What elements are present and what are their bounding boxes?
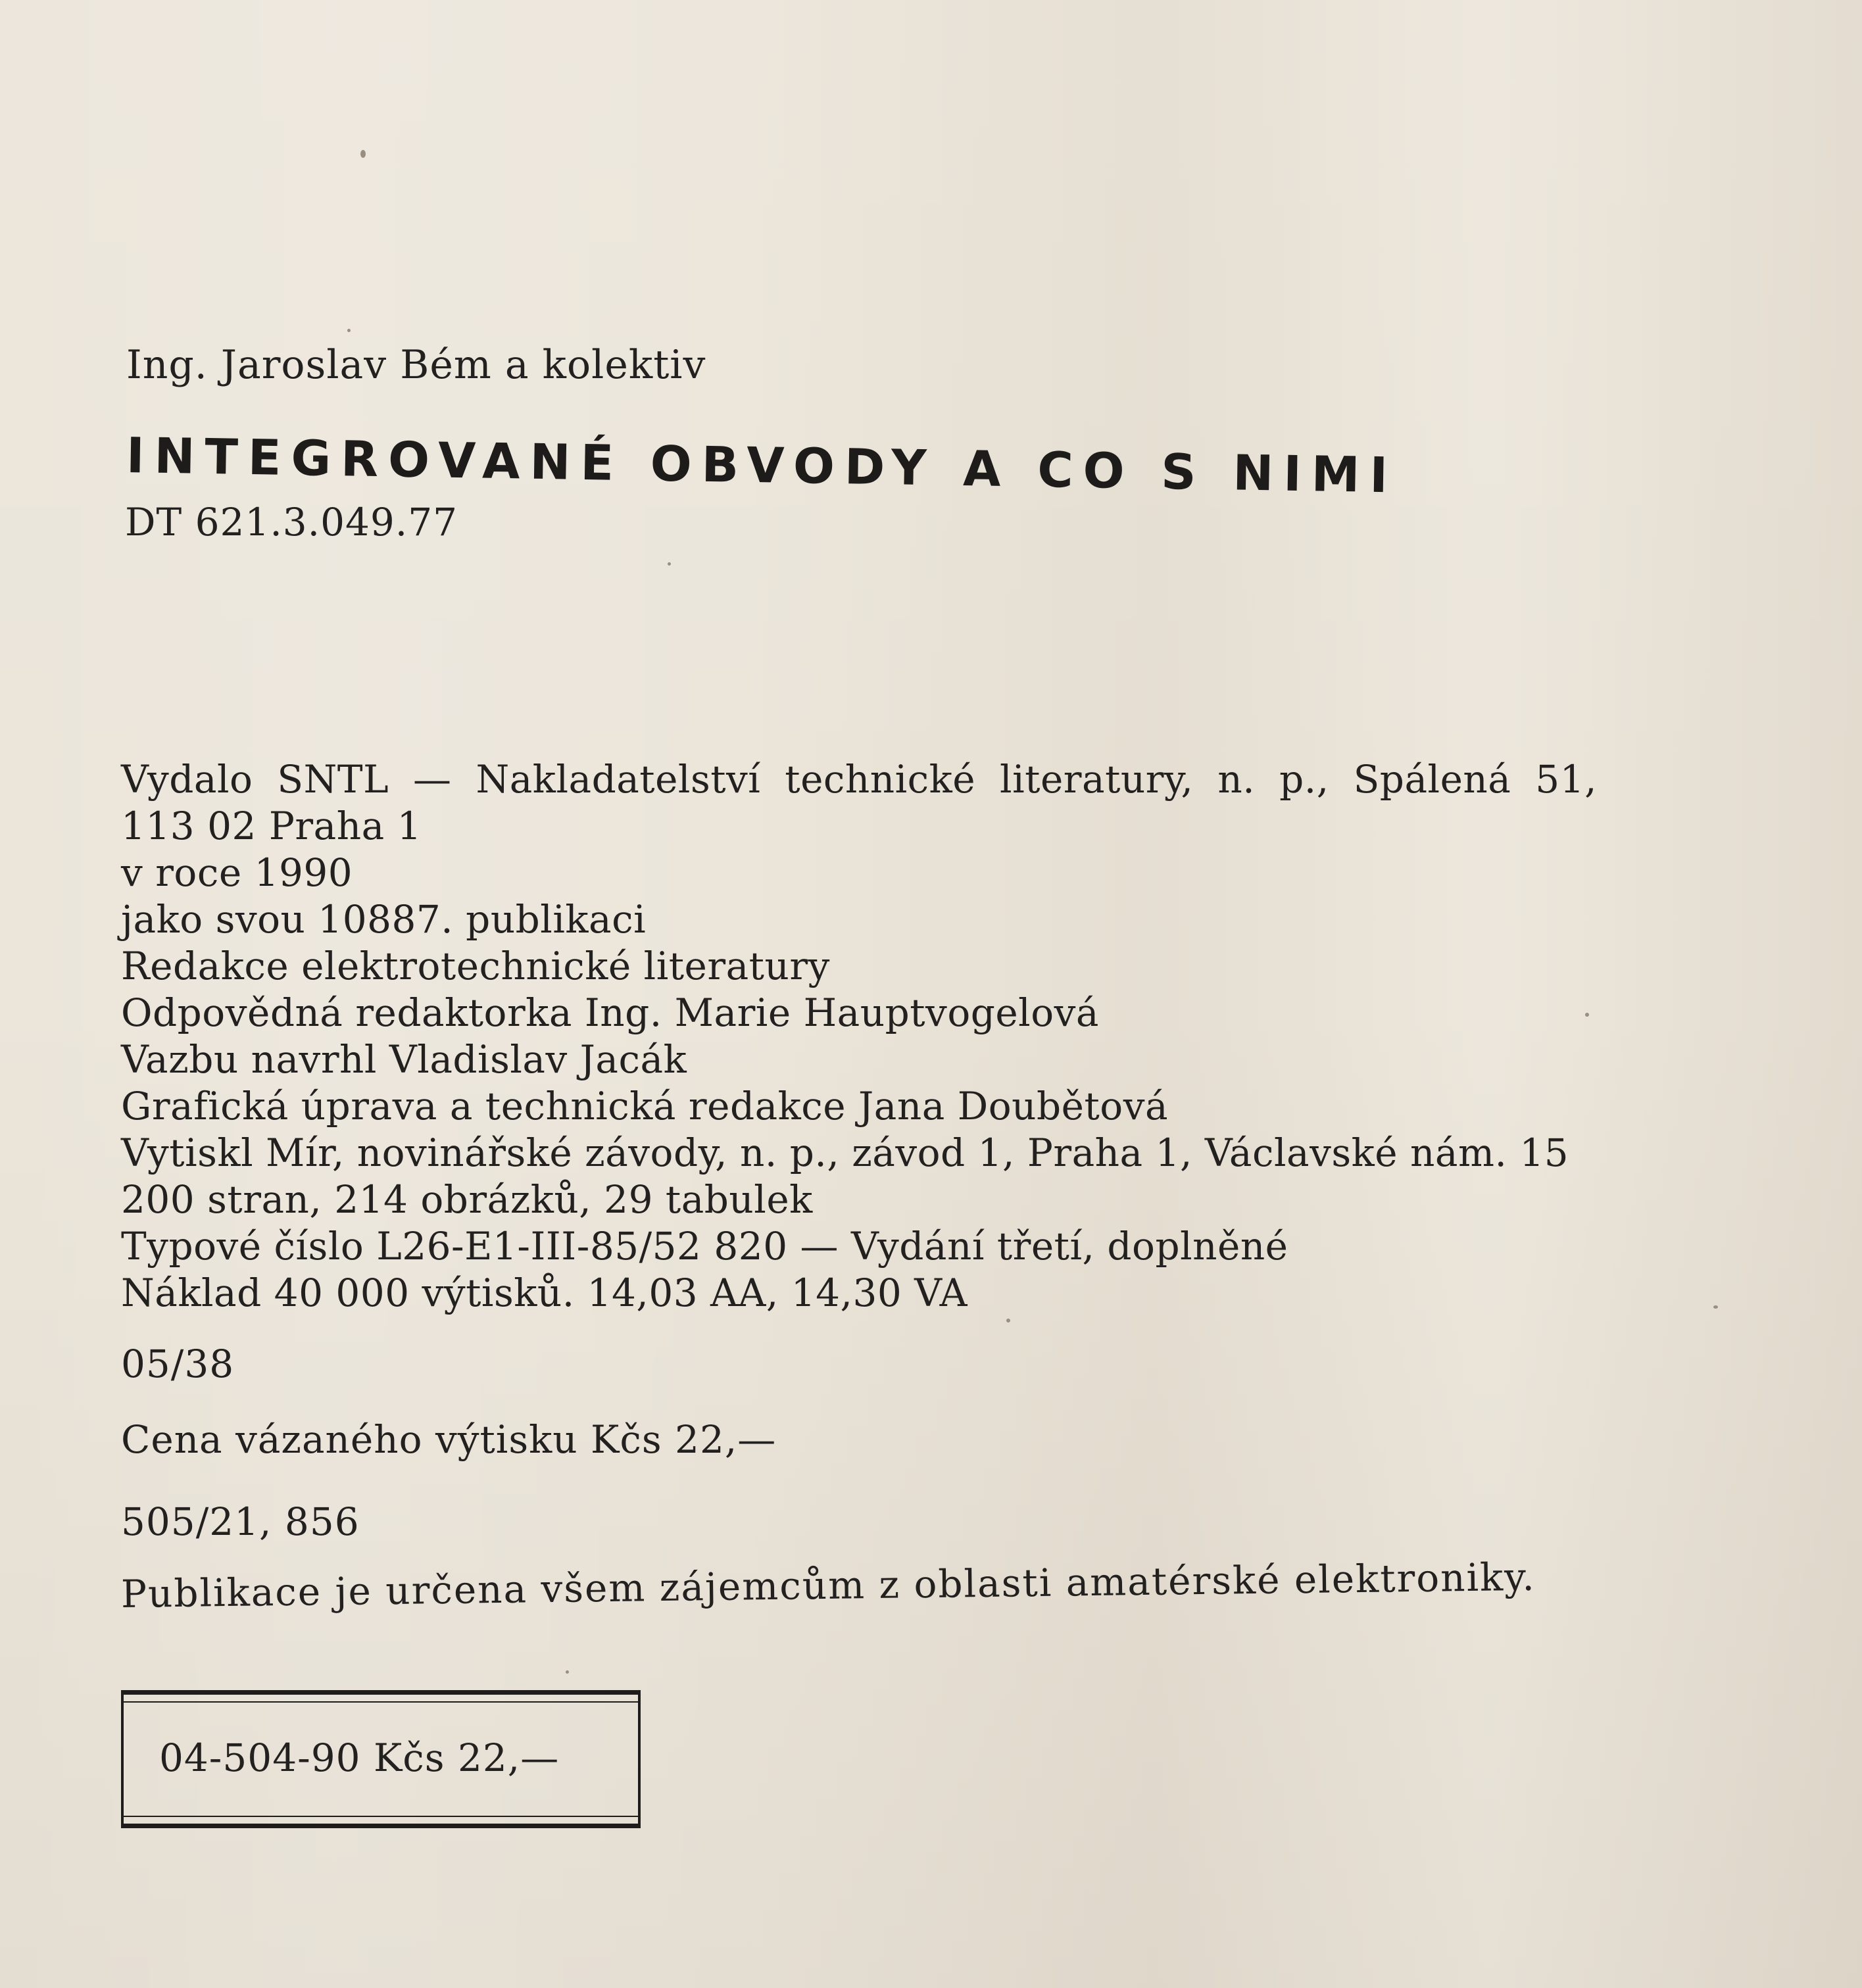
imprint-line-address: 113 02 Praha 1: [121, 804, 422, 848]
imprint-line-publisher: Vydalo SNTL — Nakladatelství technické literatury, n. p., Spálená 51,: [121, 757, 1598, 802]
audience-statement: Publikace je určena všem zájemcům z oblasti amatérské elektroniky.: [120, 1554, 1536, 1616]
imprint-line-print-run: Náklad 40 000 výtisků. 14,03 AA, 14,30 VA: [121, 1271, 968, 1315]
price-stamp-label: 04-504-90 Kčs 22,—: [159, 1735, 560, 1780]
imprint-line-binding-design: Vazbu navrhl Vladislav Jacák: [121, 1037, 687, 1082]
imprint-line-year: v roce 1990: [121, 850, 353, 895]
book-author: Ing. Jaroslav Bém a kolektiv: [126, 342, 706, 388]
imprint-line-page-count: 200 stran, 214 obrázků, 29 tabulek: [121, 1177, 813, 1222]
imprint-line-printer: Vytiskl Mír, novinářské závody, n. p., závod 1, Praha 1, Václavské nám. 15: [121, 1130, 1569, 1175]
imprint-line-editor: Odpovědná redaktorka Ing. Marie Hauptvogelová: [121, 990, 1099, 1035]
imprint-line-type-number: Typové číslo L26-E1-III-85/52 820 — Vydání třetí, doplněné: [121, 1224, 1288, 1269]
paper-speck: [360, 150, 366, 158]
price-stamp-box: [121, 1690, 641, 1828]
paper-speck: [1585, 1013, 1589, 1017]
book-title: INTEGROVANÉ OBVODY A CO S NIMI: [126, 427, 1398, 504]
dt-classification-code: DT 621.3.049.77: [125, 500, 458, 545]
paper-speck: [566, 1670, 569, 1674]
imprint-block: [121, 756, 1752, 1317]
imprint-line-graphic-design: Grafická úprava a technická redakce Jana Doubětová: [121, 1084, 1169, 1128]
paper-speck: [668, 562, 671, 566]
catalog-number: 505/21, 856: [121, 1499, 360, 1544]
bound-copy-price: Cena vázaného výtisku Kčs 22,—: [121, 1417, 777, 1462]
paper-speck: [347, 329, 351, 332]
category-code: 05/38: [121, 1342, 235, 1386]
paper-speck: [1006, 1319, 1010, 1322]
imprint-line-editorial-office: Redakce elektrotechnické literatury: [121, 944, 830, 988]
paper-speck: [1713, 1305, 1718, 1309]
imprint-line-publication-number: jako svou 10887. publikaci: [121, 897, 647, 942]
